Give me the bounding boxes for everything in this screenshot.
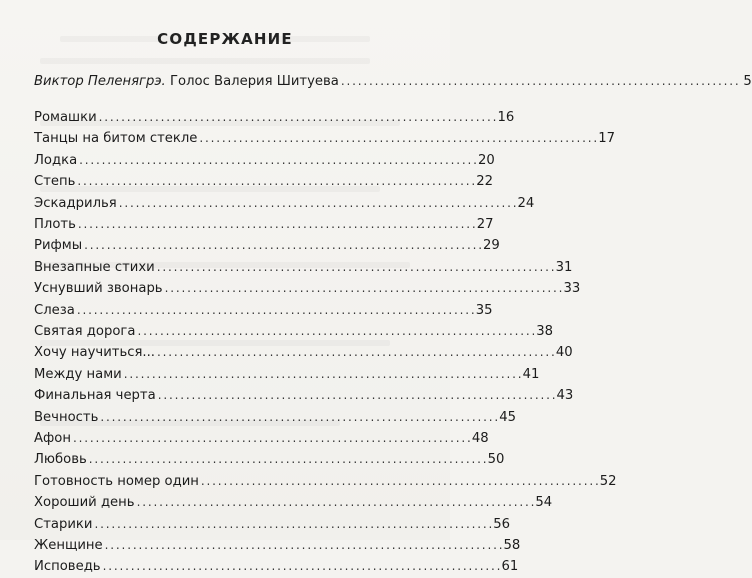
toc-entry[interactable] [34, 127, 616, 149]
toc-entry-title: Внезапные стихи [34, 259, 155, 275]
toc-entry[interactable] [34, 448, 505, 470]
toc-page-number: 27 [476, 217, 494, 232]
toc-entry[interactable] [34, 406, 516, 428]
toc-page-number: 33 [563, 281, 581, 297]
toc-entry[interactable] [34, 320, 554, 342]
toc-entry-title: Хороший день [34, 495, 135, 511]
toc-entry-intro[interactable] [34, 70, 752, 92]
dot-leader [99, 106, 496, 128]
toc-entry[interactable] [34, 470, 617, 492]
toc-entry-title: Лодка [34, 152, 78, 168]
toc-entry[interactable] [34, 106, 515, 128]
toc-entry[interactable] [34, 534, 521, 556]
toc-page-number: 43 [556, 388, 574, 404]
intro-author: Виктор Пеленягрэ. [34, 74, 166, 89]
toc-page-number: 52 [599, 473, 617, 489]
toc-page-number: 5 [743, 74, 752, 89]
toc-page-number: 61 [501, 559, 519, 575]
dot-leader [165, 277, 562, 299]
toc-page-number: 20 [478, 152, 495, 168]
toc-entry[interactable] [34, 384, 574, 406]
toc-entry-title: Хочу научиться... [34, 345, 155, 361]
dot-leader [78, 213, 475, 235]
toc-entry-title: Святая дорога [34, 324, 136, 339]
dot-leader [89, 448, 486, 470]
toc-entry-title: Женщине [34, 538, 103, 553]
toc-entry[interactable] [34, 299, 493, 321]
toc-page-number: 58 [503, 538, 521, 553]
dot-leader [79, 149, 476, 171]
dot-leader [341, 70, 738, 92]
toc-page-number: 48 [471, 431, 489, 446]
toc-entry-title: Старики [34, 516, 93, 532]
dot-leader [94, 513, 491, 535]
toc-page-number: 41 [522, 366, 540, 382]
dot-leader [137, 320, 534, 342]
toc-entry[interactable] [34, 491, 553, 513]
toc-entry[interactable] [34, 256, 573, 278]
dot-leader [103, 555, 500, 577]
dot-leader [119, 192, 516, 214]
toc-entry[interactable] [34, 427, 489, 449]
toc-page-number: 22 [476, 174, 494, 190]
toc-entry[interactable] [34, 341, 573, 363]
toc-page-number: 56 [493, 516, 511, 532]
dot-leader [137, 491, 534, 513]
toc-entry-title: Степь [34, 174, 76, 190]
toc-entry-title: Исповедь [34, 559, 101, 575]
toc-page-number: 50 [487, 452, 505, 468]
dot-leader [77, 299, 474, 321]
page-title: СОДЕРЖАНИЕ [157, 30, 293, 48]
toc-page-number: 35 [475, 302, 493, 318]
dot-leader [100, 406, 497, 428]
toc-entry[interactable] [34, 149, 495, 171]
dot-leader [77, 170, 474, 192]
toc-entry-title: Между нами [34, 366, 122, 382]
toc-entry-title: Готовность номер один [34, 473, 199, 489]
toc-entry-title: Любовь [34, 452, 87, 468]
toc-entry-title: Эскадрилья [34, 195, 117, 211]
toc-page-number: 45 [499, 409, 516, 425]
toc-entry[interactable] [34, 234, 500, 256]
toc-entry-title: Рифмы [34, 238, 83, 254]
toc-entry-title: Афон [34, 431, 71, 446]
dot-leader [157, 256, 554, 278]
dot-leader [201, 470, 598, 492]
dot-leader [124, 363, 521, 385]
toc-entry[interactable] [34, 170, 494, 192]
toc-entry-title: Плоть [34, 217, 76, 232]
toc-entry-label [34, 71, 339, 93]
toc-entry[interactable] [34, 277, 581, 299]
toc-page-number: 16 [497, 110, 515, 125]
toc-page-number: 29 [483, 238, 500, 254]
toc-entry[interactable] [34, 555, 519, 577]
toc-page-number: 38 [536, 324, 554, 339]
toc-page-number: 24 [517, 195, 535, 211]
toc-entry-title: Ромашки [34, 110, 97, 125]
toc-entry-title: Танцы на битом стекле [34, 131, 198, 147]
dot-leader [73, 427, 470, 449]
toc-entry[interactable] [34, 192, 535, 214]
toc-entry[interactable] [34, 513, 511, 535]
dot-leader [157, 341, 554, 363]
dot-leader [158, 384, 555, 406]
toc-entry-title: Уснувший звонарь [34, 281, 163, 297]
toc-entry-title: Слеза [34, 302, 75, 318]
toc-page-number: 17 [598, 131, 616, 147]
toc-page-number: 40 [555, 345, 573, 361]
toc-entry-title: Вечность [34, 409, 99, 425]
intro-title: Голос Валерия Шитуева [169, 74, 339, 89]
toc-page-number: 54 [535, 495, 553, 511]
dot-leader [84, 234, 481, 256]
toc-entry-title: Финальная черта [34, 388, 156, 404]
toc-entry[interactable] [34, 363, 540, 385]
toc-page-number: 31 [555, 259, 573, 275]
toc-entry[interactable] [34, 213, 494, 235]
dot-leader [199, 127, 596, 149]
dot-leader [105, 534, 502, 556]
